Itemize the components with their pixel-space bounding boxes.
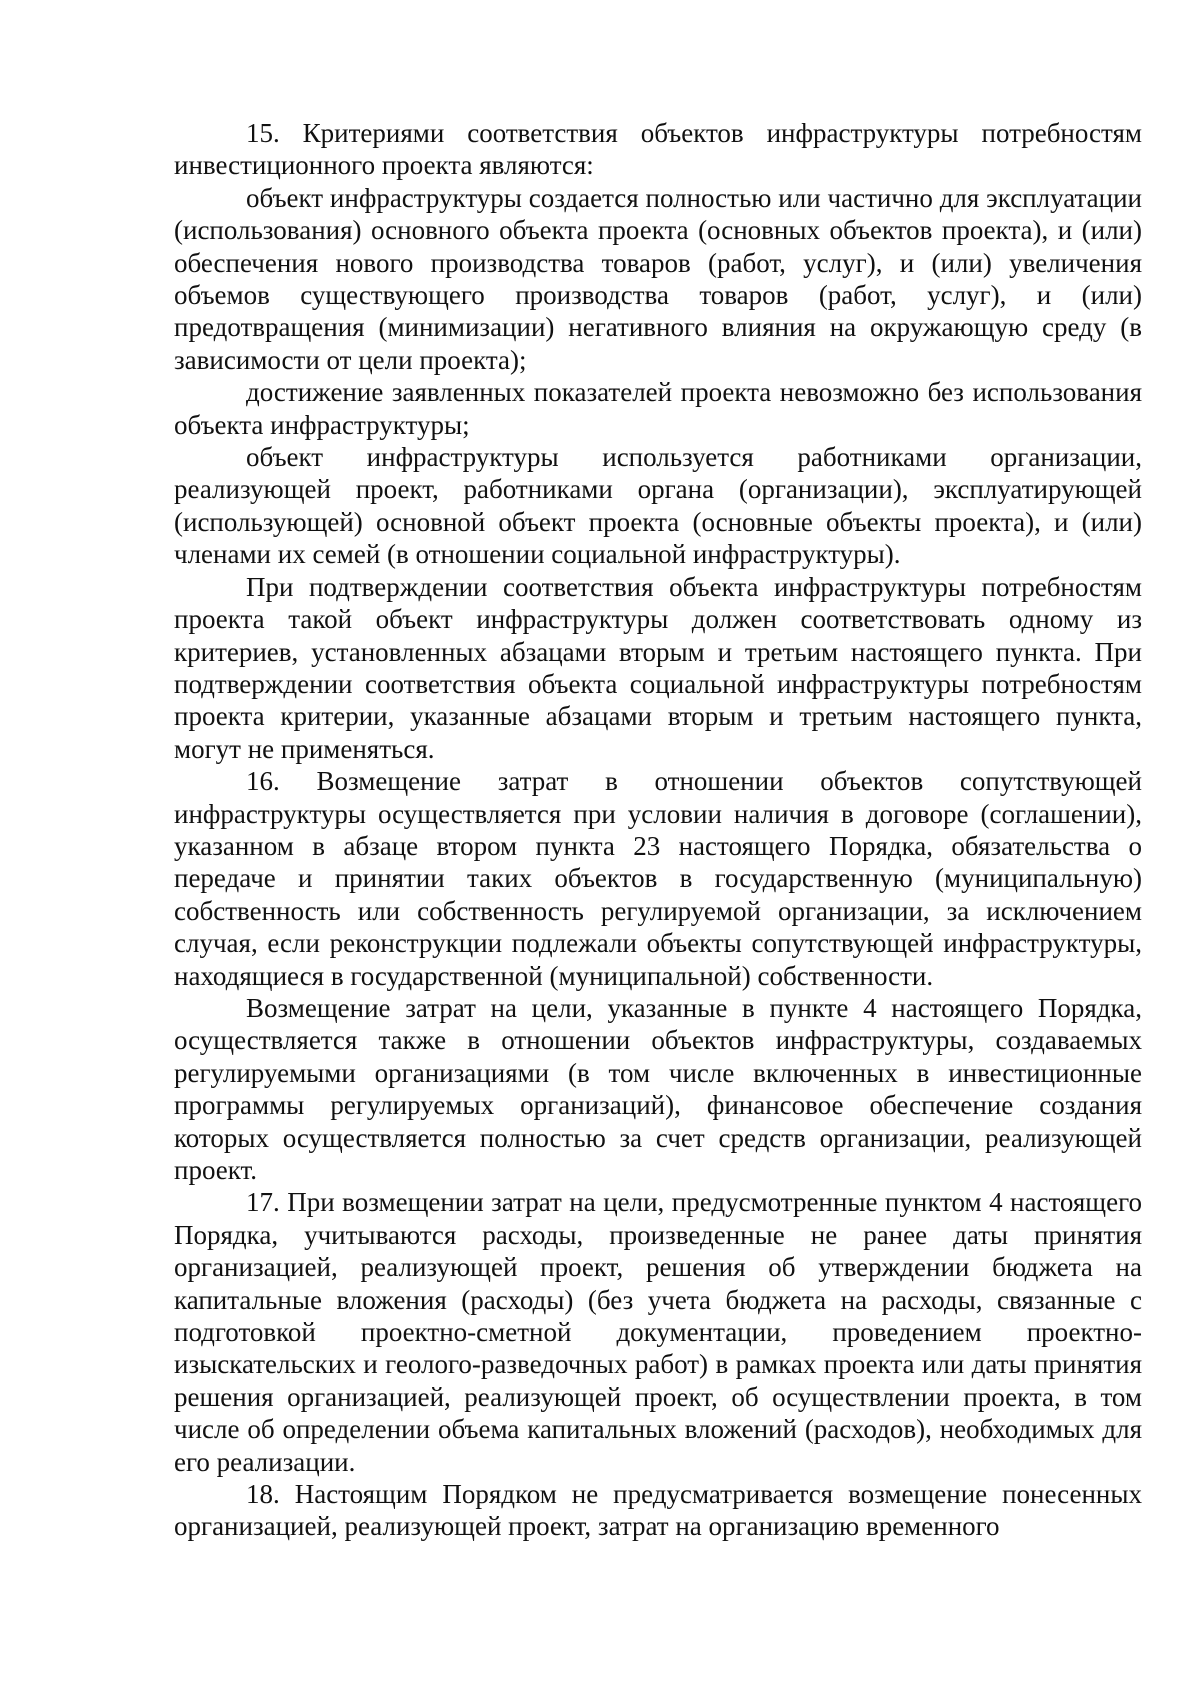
- paragraph-criterion-indicators: достижение заявленных показателей проекта невозможно без использования объекта инфраструктуры;: [174, 377, 1142, 440]
- paragraph-regulated-organizations: Возмещение затрат на цели, указанные в пункте 4 настоящего Порядка, осуществляется также в отношении объектов инфраструктуры, создаваемых регулируемыми организациями (в том числе включенных в инвестиционные программы регулируемых организаций), финансовое обеспечение создания которых осуществляется полностью за счет средств организации, реализующей проект.: [174, 992, 1142, 1185]
- paragraph-confirmation: При подтверждении соответствия объекта инфраструктуры потребностям проекта такой объект инфраструктуры должен соответствовать одному из критериев, установленных абзацами вторым и третьим настоящего пункта. При подтверждении соответствия объекта социальной инфраструктуры потребностям проекта критерии, указанные абзацами вторым и третьим настоящего пункта, могут не применяться.: [174, 571, 1142, 764]
- paragraph-15-criteria: 15. Критериями соответствия объектов инфраструктуры потребностям инвестиционного проекта являются:: [174, 118, 1142, 181]
- paragraph-17-expenses: 17. При возмещении затрат на цели, предусмотренные пунктом 4 настоящего Порядка, учитываются расходы, произведенные не ранее даты принятия организацией, реализующей проект, решения об утверждении бюджета на капитальные вложения (расходы) (без учета бюджета на расходы, связанные с подготовкой проектно-сметной документации, проведением проектно-изыскательских и геолого-разведочных работ) в рамках проекта или даты принятия решения организацией, реализующей проект, об осуществлении проекта, в том числе об определении объема капитальных вложений (расходов), необходимых для его реализации.: [174, 1187, 1142, 1477]
- paragraph-18-exclusions: 18. Настоящим Порядком не предусматривается возмещение понесенных организацией, реализующей проект, затрат на организацию временного: [174, 1479, 1142, 1542]
- paragraph-criterion-usage: объект инфраструктуры создается полностью или частично для эксплуатации (использования) основного объекта проекта (основных объектов проекта), и (или) обеспечения нового производства товаров (работ, услуг), и (или) увеличения объемов существующего производства товаров (работ, услуг), и (или) предотвращения (минимизации) негативного влияния на окружающую среду (в зависимости от цели проекта);: [174, 182, 1142, 375]
- paragraph-criterion-workers: объект инфраструктуры используется работниками организации, реализующей проект, работниками органа (организации), эксплуатирующей (использующей) основной объект проекта (основные объекты проекта), и (или) членами их семей (в отношении социальной инфраструктуры).: [174, 442, 1142, 570]
- paragraph-16-reimbursement: 16. Возмещение затрат в отношении объектов сопутствующей инфраструктуры осуществляется при условии наличия в договоре (соглашении), указанном в абзаце втором пункта 23 настоящего Порядка, обязательства о передаче и принятии таких объектов в государственную (муниципальную) собственность или собственность регулируемой организации, за исключением случая, если реконструкции подлежали объекты сопутствующей инфраструктуры, находящиеся в государственной (муниципальной) собственности.: [174, 766, 1142, 991]
- document-page: [174, 117, 1142, 1543]
